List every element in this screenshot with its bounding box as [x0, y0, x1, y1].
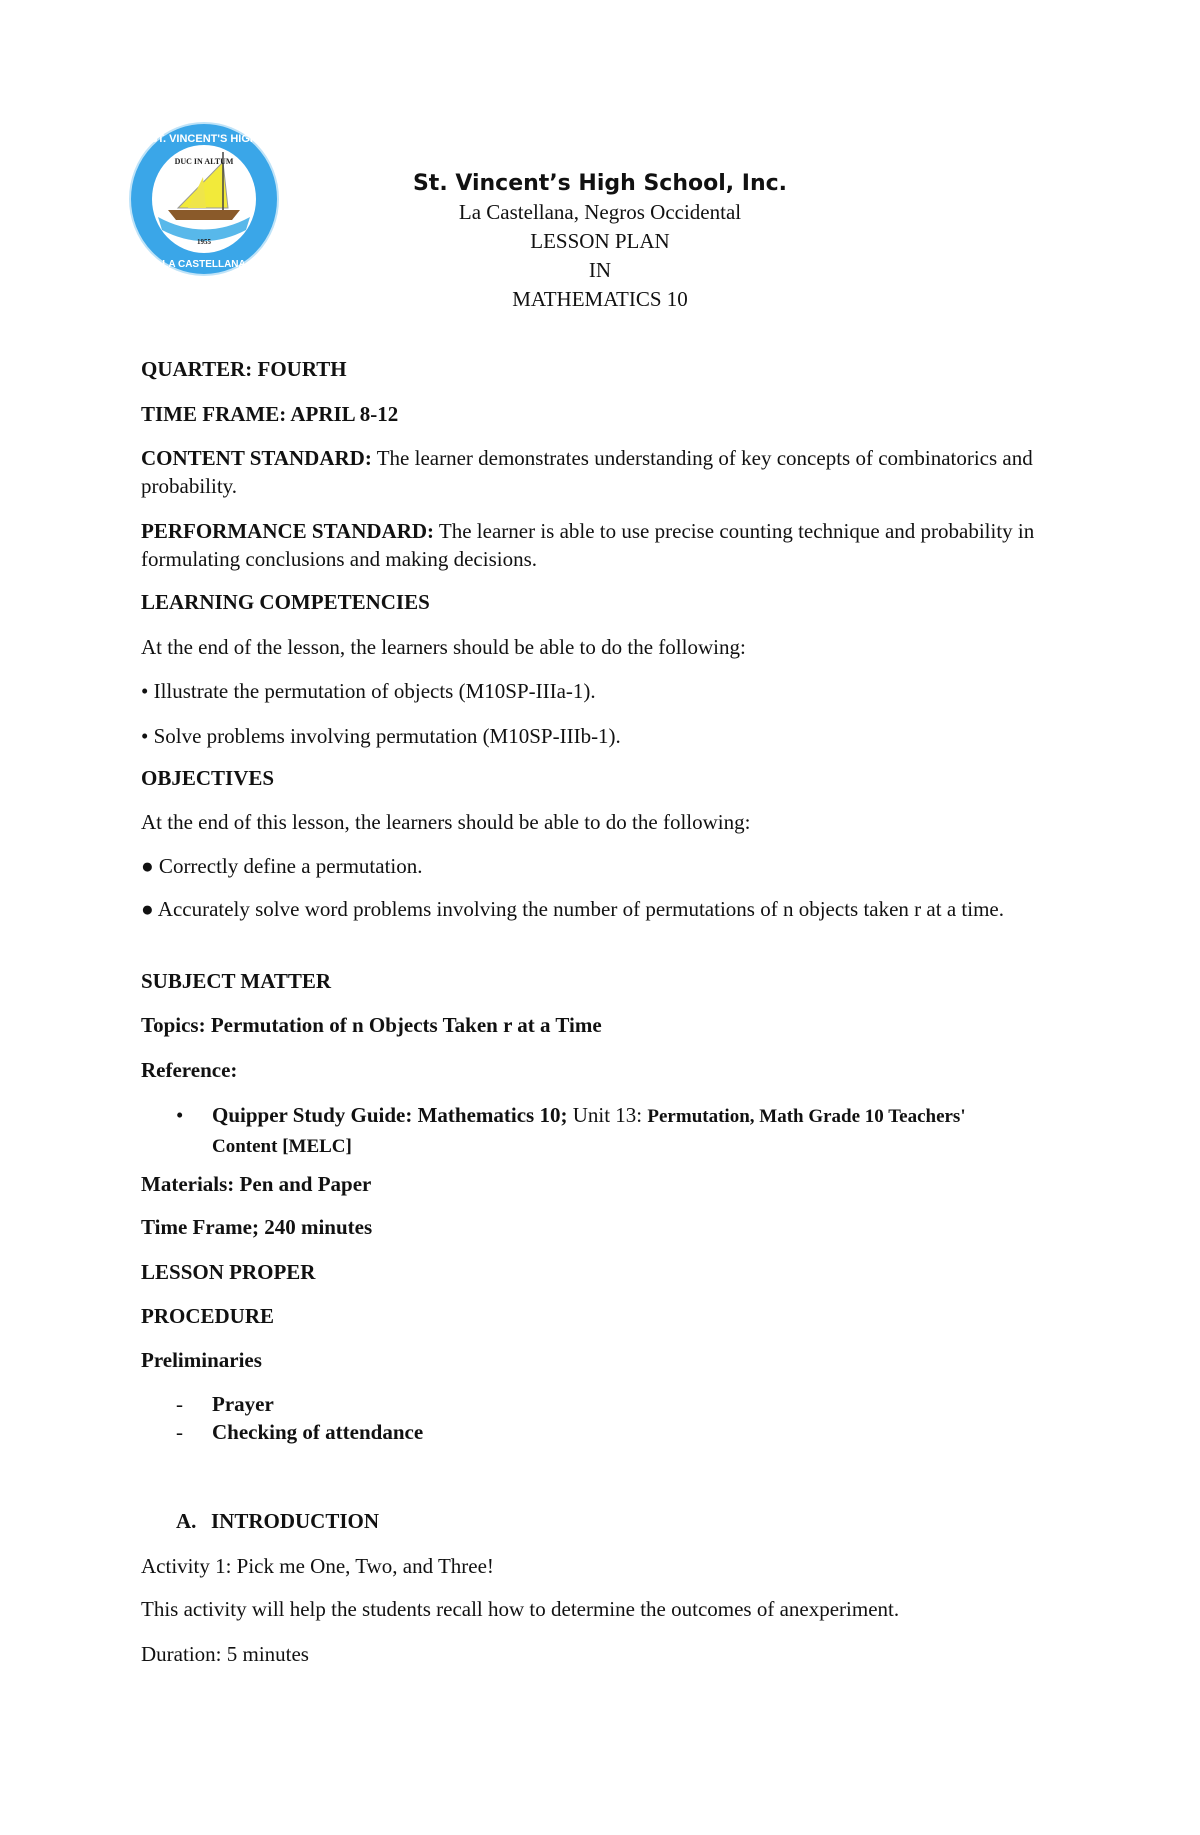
competency-item: • Solve problems involving permutation (M10SP-IIIb-1).	[141, 724, 621, 748]
competency-item: • Illustrate the permutation of objects (M10SP-IIIa-1).	[141, 679, 596, 703]
objective-item: ● Accurately solve word problems involving the number of permutations of n objects taken r at a time.	[141, 897, 1004, 921]
reference-label-text: Reference:	[141, 1058, 238, 1082]
content-standard	[141, 444, 1071, 500]
dash: -	[176, 1392, 183, 1416]
learning-competencies-heading-text: LEARNING COMPETENCIES	[141, 590, 430, 614]
activity-title: Activity 1: Pick me One, Two, and Three!	[141, 1554, 494, 1578]
objective-item: ● Correctly define a permutation.	[141, 854, 423, 878]
objectives-intro: At the end of this lesson, the learners should be able to do the following:	[141, 810, 751, 834]
subject-time-frame	[141, 1213, 372, 1241]
objectives-heading	[141, 764, 274, 792]
preliminaries-heading-text: Preliminaries	[141, 1348, 262, 1372]
preliminary-item-text: Checking of attendance	[212, 1420, 424, 1444]
materials-text: Materials: Pen and Paper	[141, 1172, 372, 1196]
subject-time-frame-text: Time Frame; 240 minutes	[141, 1215, 373, 1239]
preliminary-item	[212, 1390, 274, 1418]
school-name: St. Vincent’s High School, Inc.	[412, 171, 788, 196]
activity-description: This activity will help the students recall how to determine the outcomes of anexperiment.	[141, 1597, 900, 1621]
preliminary-item	[212, 1418, 423, 1446]
procedure-text: PROCEDURE	[141, 1304, 275, 1328]
performance-standard-label: PERFORMANCE STANDARD:	[141, 519, 435, 543]
procedure	[141, 1302, 274, 1330]
subject-matter-heading-text: SUBJECT MATTER	[141, 969, 332, 993]
materials	[141, 1170, 371, 1198]
topics-text: Topics: Permutation of n Objects Taken r at a Time	[141, 1013, 602, 1037]
time-frame-text: TIME FRAME: APRIL 8-12	[141, 402, 399, 426]
content-standard-text: The learner demonstrates understanding of key concepts of combinatorics and probability.	[141, 446, 1033, 498]
introduction-heading	[211, 1507, 379, 1535]
svg-text:LA CASTELLANA: LA CASTELLANA	[162, 259, 246, 270]
time-frame	[141, 400, 398, 428]
activity-duration: Duration: 5 minutes	[141, 1642, 309, 1666]
doc-title-line1: LESSON PLAN	[530, 229, 670, 253]
school-location: La Castellana, Negros Occidental	[458, 200, 742, 224]
reference-part1: Quipper Study Guide: Mathematics 10;	[212, 1103, 568, 1127]
content-standard-label: CONTENT STANDARD:	[141, 446, 372, 470]
performance-standard	[141, 517, 1071, 573]
introduction-letter-text: A.	[176, 1509, 197, 1533]
lesson-proper	[141, 1258, 315, 1286]
svg-text:DUC IN ALTUM: DUC IN ALTUM	[174, 157, 234, 166]
svg-text:ST. VINCENT'S HIGH: ST. VINCENT'S HIGH	[150, 133, 258, 145]
quarter-text: QUARTER: FOURTH	[141, 357, 347, 381]
lesson-proper-text: LESSON PROPER	[141, 1260, 316, 1284]
topics	[141, 1011, 602, 1039]
quarter	[141, 355, 347, 383]
objectives-heading-text: OBJECTIVES	[141, 766, 275, 790]
preliminaries-heading	[141, 1346, 262, 1374]
introduction-heading-text: INTRODUCTION	[211, 1509, 380, 1533]
learning-competencies-intro: At the end of the lesson, the learners should be able to do the following:	[141, 635, 746, 659]
subject-matter-heading	[141, 967, 331, 995]
preliminary-item-text: Prayer	[212, 1392, 274, 1416]
performance-standard-text: The learner is able to use precise counting technique and probability in formulating conclusions and making decisions.	[141, 519, 1035, 571]
reference-part3: Permutation, Math Grade 10 Teachers' Content [MELC]	[212, 1106, 966, 1157]
doc-title-line2: IN	[588, 258, 612, 282]
learning-competencies-heading	[141, 588, 430, 616]
doc-title-line3: MATHEMATICS 10	[512, 287, 688, 311]
svg-text:1955: 1955	[197, 238, 211, 246]
reference-label	[141, 1056, 237, 1084]
dash: -	[176, 1420, 183, 1444]
introduction-letter	[176, 1507, 196, 1535]
reference-bullet: •	[176, 1103, 184, 1127]
reference-part2: Unit 13:	[567, 1103, 648, 1127]
reference-item	[212, 1101, 1012, 1161]
